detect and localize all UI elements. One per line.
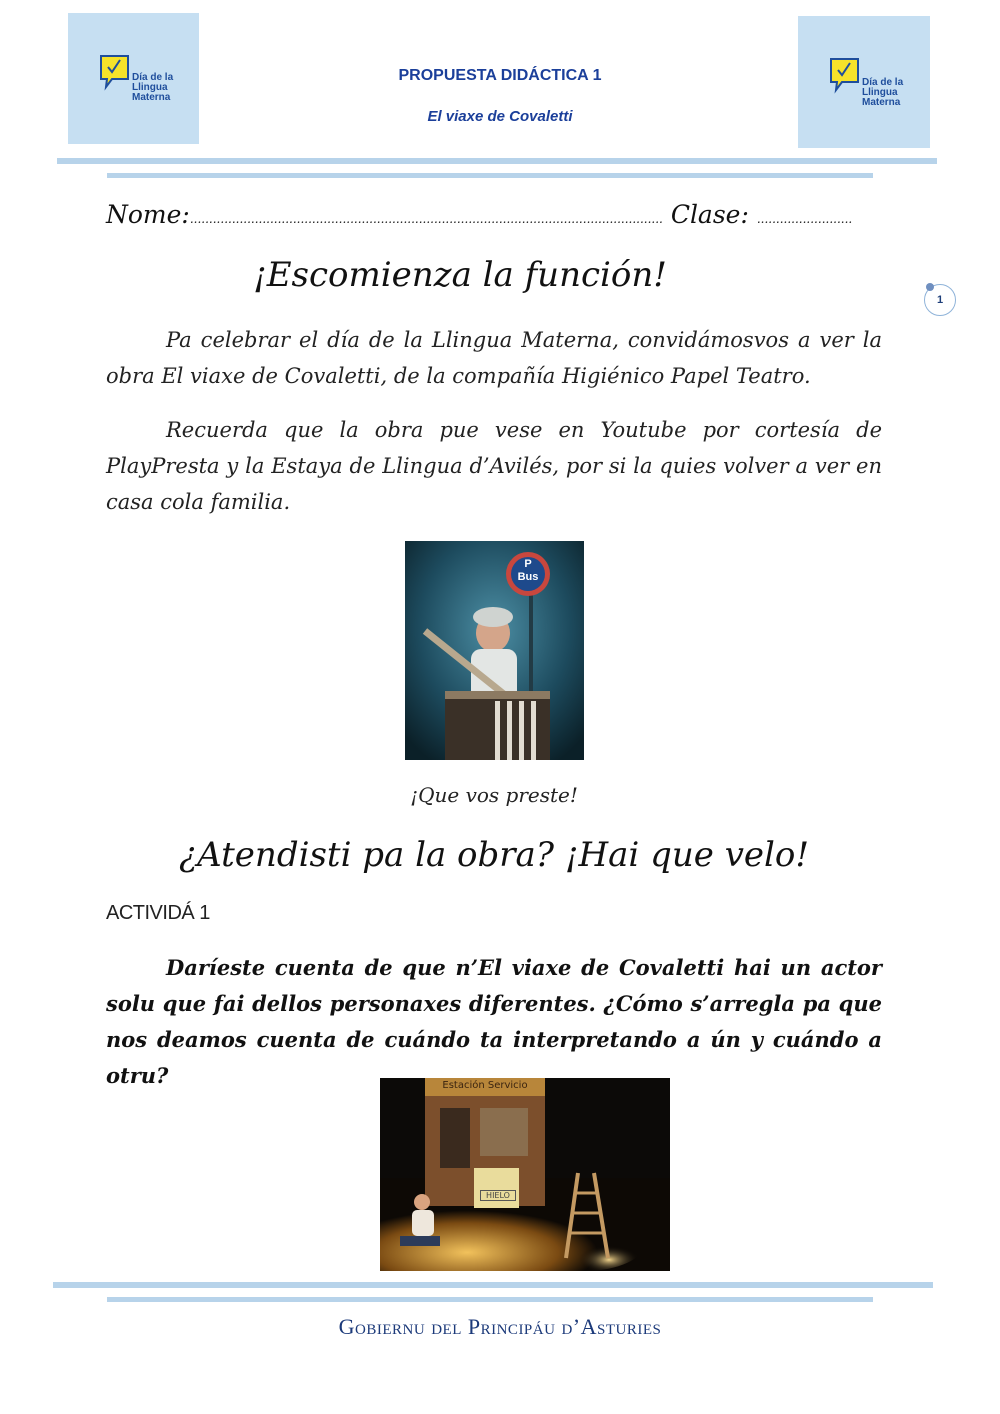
class-field[interactable]: ......................... [756, 212, 853, 226]
actor-photo [405, 541, 584, 760]
name-class-line [106, 200, 886, 229]
footer-rule-bottom [107, 1297, 873, 1302]
section-1-title: ¡Escomienza la función! [253, 255, 667, 295]
name-label: Nome: [106, 200, 190, 229]
logo-text: Día de la Llingua Materna [132, 72, 174, 103]
section-2-title: ¿Atendisti pa la obra? ¡Hai que velo! [178, 835, 810, 875]
logo-text: Día de la Llingua Materna [862, 77, 904, 108]
footer-rule-top [53, 1282, 933, 1288]
header-rule-bottom [107, 173, 873, 178]
page-number: 1 [936, 294, 944, 306]
footer-government-name: Gobiernu del Principáu d’Asturies [338, 1314, 662, 1339]
stage-photo [380, 1078, 670, 1271]
name-field[interactable]: ............................................................................................................................ [189, 212, 663, 226]
activity-question: Daríeste cuenta de que n’El viaxe de Covaletti hai un actor solu que fai dellos personaxes diferentes. ¿Cómo s’arregla pa que nos deamos cuenta de cuándo ta interpretando a ún y cuándo a otru? [106, 955, 882, 1088]
class-label: Clase: [670, 200, 749, 229]
logo-right [798, 16, 930, 148]
document-title: PROPUESTA DIDÁCTICA 1 [398, 67, 602, 84]
speech-bubble-icon [98, 53, 134, 93]
activity-label: ACTIVIDÁ 1 [106, 902, 210, 924]
paragraph-1: Pa celebrar el día de la Llingua Materna, convidámosvos a ver la obra El viaxe de Covaletti, de la compañía Higiénico Papel Teatro. [106, 328, 882, 388]
badge-dot-icon [926, 283, 934, 291]
speech-bubble-icon [828, 56, 864, 96]
document-subtitle: El viaxe de Covaletti [427, 108, 573, 125]
stage-sign-text: Estación Servicio [442, 1080, 528, 1091]
photo-caption: ¡Que vos preste! [410, 783, 578, 807]
paragraph-2: Recuerda que la obra pue vese en Youtube por cortesía de PlayPresta y la Estaya de Llingua d’Avilés, por si la quies volver a ver en casa cola familia. [106, 418, 882, 514]
bus-stop-sign-text: P Bus [517, 558, 539, 583]
header-rule-top [57, 158, 937, 164]
logo-left [68, 13, 199, 144]
ice-box-label: HIELO [480, 1190, 516, 1201]
